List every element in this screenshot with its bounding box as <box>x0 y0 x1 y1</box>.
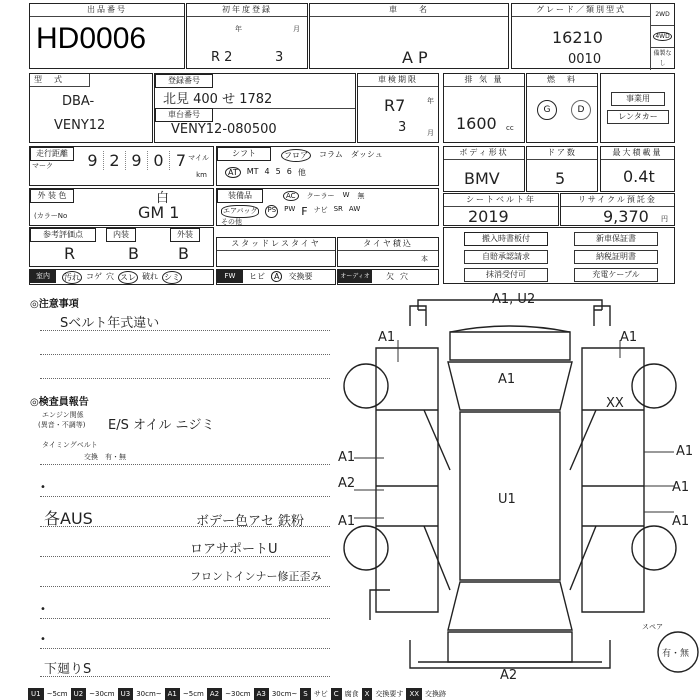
first-registration-year: R 2 <box>211 50 233 65</box>
body-shape-box <box>443 146 525 192</box>
legend-value: ~30cm <box>89 690 115 698</box>
car-name-label: 車 名 <box>310 4 508 17</box>
note-line <box>40 354 330 355</box>
report-line-1: 各AUS <box>44 509 93 528</box>
body-shape-label: ボディ形状 <box>444 147 524 160</box>
tire-unit: 本 <box>421 255 428 263</box>
legend-value: 30cm~ <box>271 690 298 698</box>
km-label: km <box>196 171 207 179</box>
model-type-box <box>29 73 153 143</box>
bullet: • <box>40 482 46 493</box>
engine-note: E/S オイル ニジミ <box>108 418 215 433</box>
mark-left-front-door: A1 <box>338 450 356 465</box>
deregistration-option: 抹消受付可 <box>464 268 548 282</box>
displacement-value: 1600 <box>456 114 497 133</box>
mark-left-fender: A1 <box>378 330 396 345</box>
special-notes-text: Sベルト年式違い <box>60 316 160 331</box>
mileage-digits <box>82 151 192 170</box>
note-line <box>40 586 330 587</box>
shift-sub-options <box>225 167 306 178</box>
equipment-label: 装備品 <box>217 189 263 203</box>
legend-value: 交換跡 <box>425 690 447 698</box>
mile-label: マイル <box>188 154 209 162</box>
legend-value: ~5cm <box>46 690 68 698</box>
note-line <box>40 526 330 527</box>
mileage-mark-label: マーク <box>32 162 53 170</box>
interior-stain-option: シミ <box>164 273 180 282</box>
exterior-color-label: 外 装 色 <box>30 189 74 203</box>
equip-aw-option: AW <box>348 205 361 213</box>
equipment-box <box>216 188 439 226</box>
displacement-label: 排 気 量 <box>444 74 524 87</box>
engine-label: エンジン関係 <box>42 411 84 419</box>
spare-none-option <box>650 48 674 70</box>
equip-navi-option: ナビ <box>313 206 328 214</box>
shift-floor-option: フロア <box>281 149 311 162</box>
drive-4wd-label: 4WD <box>655 33 670 40</box>
inspection-box <box>357 73 439 143</box>
equipment-other-label: その他 <box>221 218 242 226</box>
audio-options <box>386 271 408 282</box>
interior-condition-box <box>29 269 214 285</box>
documents-box <box>443 227 675 284</box>
drive-4wd-option <box>650 26 674 48</box>
note-line <box>40 676 330 677</box>
mark-rear-bumper: A2 <box>500 668 518 683</box>
mileage-digit: 0 <box>148 151 170 170</box>
drive-2wd-option <box>650 4 674 26</box>
doors-box <box>526 146 598 192</box>
usage-box <box>600 73 675 143</box>
shift-column-option: コラム <box>319 150 343 159</box>
legend-key: X <box>362 688 373 700</box>
shift-top-options <box>281 149 383 162</box>
model-code-2: VENY12 <box>54 118 106 133</box>
shift-box <box>216 146 439 186</box>
note-line <box>40 464 330 465</box>
note-line <box>40 330 330 331</box>
fuel-d-option <box>571 100 591 120</box>
drive-2wd-label: 2WD <box>655 11 670 18</box>
mark-right-front-door: A1 <box>676 444 694 459</box>
legend-key: S <box>300 688 310 700</box>
engine-sub-label: (異音・不調等) <box>38 421 86 429</box>
equipment-top-options <box>283 191 364 201</box>
audio-missing-option: 欠 <box>386 272 394 281</box>
mileage-digit: 2 <box>104 151 126 170</box>
hood <box>450 332 570 360</box>
legend-key: XX <box>406 688 422 700</box>
interior-scratch-option: スレ <box>120 273 136 282</box>
car-name-box <box>309 3 509 69</box>
windshield-options <box>249 271 312 282</box>
interior-grade-label: 内装 <box>106 228 136 242</box>
mark-hood: A1 <box>498 372 516 387</box>
special-notes-label: ◎注意事項 <box>30 299 79 310</box>
inspector-report-label: ◎検査員報告 <box>30 397 89 408</box>
legend-key: A1 <box>165 688 180 700</box>
color-number-label: (カラーNo <box>34 212 68 220</box>
windshield-box <box>216 269 336 285</box>
equip-f-option: F <box>301 205 308 218</box>
note-line <box>40 556 330 557</box>
tax-certificate-option: 納税証明書 <box>574 250 658 264</box>
shift-6-option: 6 <box>286 167 292 176</box>
exterior-grade-label: 外装 <box>170 228 200 242</box>
audio-hole-option: 穴 <box>400 272 408 281</box>
rear-right-wheel <box>632 526 676 570</box>
report-line-3: ロアサポートU <box>190 542 278 557</box>
rear-bumper <box>410 640 610 668</box>
seatbelt-box <box>443 193 559 226</box>
model-type-label: 型 式 <box>30 74 90 87</box>
mark-right-rear-panel: A1 <box>672 514 690 529</box>
mileage-digit: 9 <box>126 151 148 170</box>
month-label: 月 <box>293 25 300 33</box>
report-line-4: フロントインナー修正歪み <box>190 570 322 583</box>
note-line <box>40 618 330 619</box>
windshield-crack-option: ヒビ <box>249 272 265 281</box>
grade-box <box>511 3 675 69</box>
note-line <box>40 378 330 379</box>
rear-window <box>448 582 572 630</box>
timing-belt-sub-label: 交換 有・無 <box>84 453 126 461</box>
legend-value: 腐食 <box>344 690 359 698</box>
tire-box <box>337 237 439 267</box>
grade-sub-value: 0010 <box>568 52 602 67</box>
rear-hatch <box>448 632 572 662</box>
registration-number-label: 登録番号 <box>155 74 213 88</box>
mark-right-mirror: XX <box>606 396 624 411</box>
mileage-label: 走行距離 <box>30 147 74 161</box>
legend-key: U3 <box>118 688 134 700</box>
first-registration-month: 3 <box>275 50 284 65</box>
front-right-wheel <box>632 364 676 408</box>
yen-label: 円 <box>661 215 668 223</box>
fuel-label: 燃 料 <box>527 74 597 87</box>
windshield-label: FW <box>217 270 243 283</box>
total-grade: R <box>64 244 76 263</box>
year-label: 年 <box>235 25 242 33</box>
car-name: A P <box>402 48 428 67</box>
cc-label: cc <box>506 124 514 132</box>
studless-label: スタッドレスタイヤ <box>217 238 335 251</box>
lot-number: HD0006 <box>36 22 147 55</box>
spare-none-label: 備製なし <box>653 50 672 67</box>
mark-roof: U1 <box>498 492 516 507</box>
recycle-box <box>560 193 675 226</box>
interior-condition-options <box>62 271 182 284</box>
delivery-plate-option: 搬入時書板付 <box>464 232 548 246</box>
inspection-year-label: 年 <box>427 97 434 105</box>
interior-grade: B <box>128 244 139 263</box>
legend-key: U1 <box>28 688 44 700</box>
shift-label: シフト <box>217 147 271 161</box>
rear-left-wheel <box>344 526 388 570</box>
left-side-panel <box>376 348 438 612</box>
equip-sr-option: SR <box>333 205 343 213</box>
damage-legend <box>28 688 449 700</box>
bullet: • <box>40 634 46 645</box>
spare-value: 有・無 <box>662 649 690 659</box>
equip-ac-option: AC <box>283 191 299 201</box>
mark-right-rear-door: A1 <box>672 480 690 495</box>
legend-key: U2 <box>71 688 87 700</box>
interior-burn-option: コゲ <box>86 272 102 281</box>
seatbelt-label: シートベルト年 <box>444 194 558 207</box>
doors-value: 5 <box>555 169 566 188</box>
recycle-label: リサイクル預託金 <box>561 194 674 207</box>
interior-hole-option: 穴 <box>106 272 114 281</box>
equip-pw-option: PW <box>284 205 296 213</box>
exterior-color-value: GM 1 <box>138 203 180 222</box>
spare-label: スペア <box>642 623 663 631</box>
color-note: 白 <box>156 191 170 206</box>
interior-tear-option: 破れ <box>142 272 158 281</box>
capacity-box <box>600 146 675 192</box>
exterior-color-box <box>29 188 214 226</box>
shift-other-option: 他 <box>297 168 306 177</box>
legend-value: 30cm~ <box>136 690 162 698</box>
lot-number-box <box>29 3 185 69</box>
shift-4-option: 4 <box>264 167 270 176</box>
equip-none-option: 無 <box>357 192 365 200</box>
grade-label: グレード／類別型式 <box>512 4 650 17</box>
business-use-option: 事業用 <box>611 92 665 106</box>
inspection-month-label: 月 <box>427 129 434 137</box>
fuel-d-label: D <box>577 105 585 115</box>
right-side-panel <box>582 348 644 612</box>
legend-key: A3 <box>254 688 269 700</box>
lot-number-label: 出品番号 <box>30 4 184 17</box>
registration-number: 北見 400 せ 1782 <box>163 92 273 107</box>
chassis-number: VENY12-080500 <box>171 122 277 137</box>
legend-value: ~30cm <box>225 690 251 698</box>
charging-cable-option: 充電ケーブル <box>574 268 658 282</box>
bullet: • <box>40 604 46 615</box>
first-registration-box <box>186 3 308 69</box>
legend-value: ~5cm <box>182 690 204 698</box>
legend-key: C <box>331 688 342 700</box>
equip-cooler-option: クーラー <box>306 192 335 200</box>
grade-value: 16210 <box>552 28 603 47</box>
fuel-g-option <box>537 100 557 120</box>
mileage-digit: 7 <box>175 151 187 170</box>
equip-ps-option: PS <box>265 205 278 218</box>
first-registration-label: 初年度登録 <box>187 4 307 17</box>
displacement-box <box>443 73 525 143</box>
seatbelt-value: 2019 <box>468 207 509 226</box>
note-line <box>40 496 330 497</box>
shift-dash-option: ダッシュ <box>350 150 383 159</box>
fuel-g-label: G <box>543 105 551 115</box>
report-line-2: ボデー色アセ 鉄粉 <box>196 514 305 529</box>
evaluation-label: 参考評価点 <box>30 228 96 242</box>
rental-option: レンタカー <box>607 110 669 124</box>
registration-box <box>154 73 356 143</box>
capacity-value: 0.4t <box>623 167 655 186</box>
insurance-claim-option: 自賠承認請求 <box>464 250 548 264</box>
inspection-month: 3 <box>398 120 407 135</box>
capacity-label: 最大積載量 <box>601 147 674 160</box>
mileage-digit: 9 <box>82 151 104 170</box>
audio-label: オーディオ <box>338 270 372 283</box>
shift-at-option: AT <box>225 167 241 178</box>
mark-right-fender: A1 <box>620 330 638 345</box>
chassis-number-label: 車台番号 <box>155 108 213 122</box>
legend-value: サビ <box>313 690 328 698</box>
report-line-5: 下廻りS <box>44 662 92 677</box>
mark-left-rear-panel: A1 <box>338 514 356 529</box>
windshield-a-option: A <box>271 271 282 282</box>
inspection-value: R7 <box>384 96 406 115</box>
shift-5-option: 5 <box>275 167 281 176</box>
front-left-wheel <box>344 364 388 408</box>
body-shape-value: BMV <box>464 169 500 188</box>
studless-box <box>216 237 336 267</box>
new-car-warranty-option: 新車保証書 <box>574 232 658 246</box>
legend-value: 交換要す <box>375 690 404 698</box>
model-code: DBA- <box>62 94 95 109</box>
windshield-replace-option: 交換要 <box>288 272 313 281</box>
equip-w-option: W <box>342 191 350 199</box>
evaluation-box <box>29 227 214 267</box>
mark-left-rear-door: A2 <box>338 476 356 491</box>
inspection-label: 車検期限 <box>358 74 438 87</box>
equip-airbag-option: エアバッグ <box>221 205 259 218</box>
interior-condition-label: 室内 <box>30 270 56 283</box>
legend-key: A2 <box>207 688 222 700</box>
timing-belt-label: タイミングベルト <box>42 441 98 449</box>
audio-box <box>337 269 439 285</box>
recycle-value: 9,370 <box>603 207 649 226</box>
mark-front-bumper: A1, U2 <box>492 292 536 307</box>
interior-dirt-option: 汚れ <box>64 273 80 282</box>
note-line <box>40 648 330 649</box>
doors-label: ドア数 <box>527 147 597 160</box>
fuel-box <box>526 73 598 143</box>
shift-mt-option: MT <box>246 167 259 176</box>
tire-label: タイヤ積込 <box>338 238 438 251</box>
exterior-grade: B <box>178 244 189 263</box>
mileage-box <box>29 146 214 186</box>
